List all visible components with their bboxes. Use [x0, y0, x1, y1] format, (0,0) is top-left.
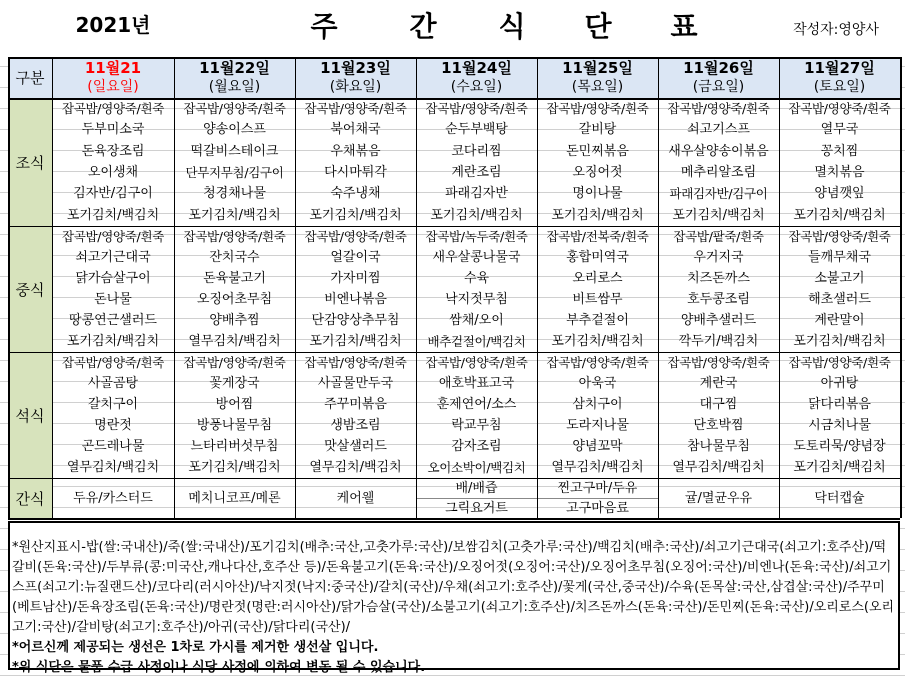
menu-item: 잡곡밥/영양죽/흰죽: [788, 101, 891, 117]
menu-item: 깍두기/백김치: [678, 334, 759, 349]
menu-item: 단호박찜: [693, 418, 744, 433]
table-border: [8, 98, 900, 100]
menu-item: 곤드레나물: [81, 439, 145, 454]
menu-item: 잡곡밥/영양죽/흰죽: [61, 101, 165, 117]
menu-item: 명이나물: [572, 186, 623, 202]
snack-item: 두유/카스터드: [73, 490, 153, 506]
table-border: [8, 352, 900, 353]
menu-item: 아욱국: [578, 376, 617, 391]
menu-item: 열무김치/백김치: [188, 334, 281, 349]
menu-item: 잡곡밥/영양죽/흰죽: [546, 355, 649, 370]
snack-item: 귤/멸균우유: [684, 490, 753, 506]
menu-item: 비트쌈무: [572, 292, 623, 307]
day-date: 11월21: [84, 58, 142, 77]
menu-item: 잡곡밥/영양죽/흰죽: [183, 229, 286, 244]
menu-item: 새우살양송이볶음: [668, 143, 769, 159]
day-date: 11월24일: [441, 58, 512, 77]
menu-item: 다시마튀각: [324, 165, 387, 181]
menu-item: 꽃게장국: [209, 376, 260, 391]
menu-item: 감자조림: [451, 439, 502, 454]
menu-item: 갈치구이: [87, 397, 139, 412]
snack-category: 간식: [15, 489, 45, 508]
day-weekday: (일요일): [87, 78, 139, 95]
snack-item: 찐고구마/두유: [557, 480, 638, 496]
table-border: [8, 478, 900, 479]
menu-item: 떡갈비스테이크: [190, 143, 279, 159]
year-label: 2021년: [75, 12, 151, 37]
menu-item: 포기김치/백김치: [551, 334, 644, 349]
menu-item: 느타리버섯무침: [190, 439, 279, 454]
menu-item: 돈나물: [94, 292, 132, 307]
menu-item: 생밤조림: [330, 418, 381, 433]
day-date: 11월26일: [683, 58, 754, 77]
title-char: 표: [670, 10, 698, 42]
table-border: [416, 57, 417, 518]
day-date: 11월25일: [562, 58, 633, 77]
day-weekday: (월요일): [208, 78, 261, 95]
table-border: [52, 57, 53, 518]
menu-item: 잡곡밥/영양죽/흰죽: [61, 355, 165, 370]
menu-item: 새우살콩나물국: [432, 250, 521, 265]
menu-item: 오이소박이/백김치: [427, 460, 526, 475]
menu-item: 포기김치/백김치: [309, 334, 402, 349]
day-date: 11월23일: [320, 58, 391, 77]
menu-item: 땅콩연근샐러드: [69, 313, 157, 328]
menu-item: 열무김치/백김치: [672, 460, 765, 475]
menu-item: 오이생채: [87, 165, 139, 181]
author-label: 작성자:영양사: [793, 22, 879, 38]
menu-item: 잡곡밥/영양죽/흰죽: [304, 101, 407, 117]
menu-item: 얼갈이국: [330, 250, 381, 265]
menu-item: 열무김치/백김치: [66, 460, 160, 475]
menu-item: 포기김치/백김치: [188, 460, 281, 475]
title-char: 간: [409, 10, 437, 42]
title-char: 식: [498, 10, 526, 42]
table-border: [900, 57, 902, 518]
menu-item: 두부미소국: [81, 122, 145, 138]
menu-item: 잔치국수: [209, 250, 260, 265]
snack-item: 배/배즙: [455, 480, 498, 496]
day-weekday: (수요일): [450, 78, 503, 95]
menu-item: 숙주냉채: [330, 186, 381, 202]
menu-item: 파래김자반: [445, 186, 508, 202]
snack-item: 닥터캡슐: [814, 490, 865, 506]
menu-item: 소불고기: [814, 271, 865, 286]
menu-item: 비엔나볶음: [324, 292, 387, 307]
menu-item: 가자미찜: [330, 271, 381, 286]
menu-item: 사골곰탕: [87, 376, 139, 391]
day-date: 11월22일: [199, 58, 270, 77]
menu-item: 열무국: [820, 122, 859, 138]
menu-item: 오리로스: [572, 271, 623, 286]
menu-item: 잡곡밥/전복죽/흰죽: [546, 229, 649, 244]
menu-item: 양배추샐러드: [680, 313, 757, 328]
menu-item: 오징어초무침: [196, 292, 273, 307]
table-border: [8, 518, 900, 520]
menu-item: 메추리알조림: [680, 165, 757, 181]
menu-item: 훈제연어/소스: [436, 397, 517, 412]
origin-note: *원산지표시-밥(쌀:국내산)/죽(쌀:국내산)/포기김치(배추:국산,고춧가루:국산)/보쌈김치(고춧가루:국산)/백김치(배추:국산)/쇠고기근대국(쇠고기:호주산)/떡갈비(돈육:국산)/두부류(콩:미국산,캐나다산,호주산 등)/돈육불고기(돈육:국산)/오징어젓(오징어:국산)/오징어초무침(오징어:국산)/비엔나(돈육:국산)/쇠고기스프(쇠고기:뉴질랜드산)/코다리(러시아산)/낙지젓(낙지:중국산)/갈치(국산)/우채(쇠고기:호주산)/꽃게(국산,중국산)/수육(돈목살:국산,삼겹살:국산)/주꾸미(베트남산)/돈육장조림(돈육:국산)/명란젓(명란:러시아산)/닭가슴살(국산)/소불고기(쇠고기:호주산)/치즈돈까스(돈육:국산)/돈민찌(돈육:국산)/오리로스(오리고기:국산)/갈비탕(쇠고기:호주산)/아귀(국산)/닭다리(국산)/: [12, 540, 895, 635]
menu-item: 들깨무채국: [808, 250, 871, 265]
menu-item: 주꾸미볶음: [324, 397, 387, 412]
menu-item: 양념꼬막: [572, 439, 623, 454]
origin-note: *어르신께 제공되는 생선은 1차로 가시를 제거한 생선살 입니다.: [12, 640, 379, 655]
menu-item: 아귀탕: [820, 376, 859, 391]
menu-item: 멸치볶음: [814, 165, 865, 181]
snack-item: 케어웰: [336, 490, 375, 506]
menu-item: 애호박표고국: [438, 376, 515, 391]
menu-item: 방어찜: [215, 397, 254, 412]
menu-item: 잡곡밥/영양죽/흰죽: [304, 355, 407, 370]
table-border: [779, 57, 780, 518]
meal-category: 조식: [15, 153, 45, 172]
title-char: 주: [310, 10, 338, 42]
menu-item: 잡곡밥/영양죽/흰죽: [546, 101, 649, 117]
menu-item: 수육: [463, 271, 490, 286]
menu-item: 포기김치/백김치: [793, 460, 886, 475]
menu-item: 잡곡밥/영양죽/흰죽: [425, 101, 528, 117]
menu-item: 오징어젓: [572, 165, 623, 181]
meal-category: 중식: [15, 280, 45, 299]
snack-divider: [537, 498, 658, 499]
menu-item: 잡곡밥/영양죽/흰죽: [61, 229, 165, 244]
snack-divider: [416, 498, 537, 499]
menu-item: 잡곡밥/영양죽/흰죽: [788, 355, 891, 370]
menu-item: 포기김치/백김치: [309, 207, 402, 223]
menu-item: 잡곡밥/녹두죽/흰죽: [425, 229, 528, 244]
menu-item: 잡곡밥/영양죽/흰죽: [425, 355, 528, 370]
menu-item: 쌈채/오이: [449, 313, 504, 328]
menu-item: 호두콩조림: [687, 292, 750, 307]
menu-item: 낙지젓무침: [445, 292, 508, 307]
menu-item: 양념깻잎: [814, 186, 865, 202]
menu-item: 락교무침: [451, 418, 502, 433]
menu-item: 포기김치/백김치: [793, 334, 886, 349]
day-weekday: (목요일): [571, 78, 624, 95]
title-char: 단: [584, 10, 612, 42]
menu-item: 삼치구이: [572, 397, 623, 412]
table-border: [295, 57, 296, 518]
menu-item: 코다리찜: [451, 143, 502, 159]
menu-item: 잡곡밥/팥죽/흰죽: [673, 229, 764, 244]
meal-category: 석식: [15, 406, 45, 425]
menu-item: 돈민찌볶음: [566, 143, 629, 159]
menu-item: 꽁치찜: [820, 143, 859, 159]
menu-item: 계란조림: [451, 165, 502, 181]
day-date: 11월27일: [804, 58, 875, 77]
snack-item: 그릭요거트: [445, 500, 508, 516]
menu-item: 단무지무침/김구이: [185, 165, 284, 181]
origin-note: *위 식단은 물품 수급 사정이나 식당 사정에 의하여 변동 될 수 있습니다.: [12, 660, 426, 675]
menu-item: 방풍나물무침: [196, 418, 273, 433]
menu-item: 잡곡밥/영양죽/흰죽: [183, 355, 286, 370]
menu-item: 포기김치/백김치: [430, 207, 523, 223]
menu-item: 부추겉절이: [566, 313, 629, 328]
menu-item: 배추겉절이/백김치: [427, 334, 526, 349]
menu-item: 포기김치/백김치: [66, 334, 160, 349]
menu-item: 우거지국: [693, 250, 744, 265]
menu-item: 포기김치/백김치: [672, 207, 765, 223]
menu-item: 돈육불고기: [203, 271, 266, 286]
menu-item: 맛살샐러드: [324, 439, 387, 454]
menu-item: 돈육장조림: [81, 143, 145, 159]
menu-item: 도라지나물: [566, 418, 629, 433]
menu-item: 도토리묵/양념장: [793, 439, 886, 454]
menu-item: 단감양상추무침: [311, 313, 400, 328]
table-border: [8, 57, 900, 59]
table-border: [174, 57, 175, 518]
menu-item: 쇠고기근대국: [75, 250, 151, 265]
menu-item: 홍합미역국: [566, 250, 629, 265]
menu-item: 열무김치/백김치: [551, 460, 644, 475]
menu-item: 해초샐러드: [808, 292, 871, 307]
menu-item: 시금치나물: [808, 418, 871, 433]
snack-item: 고구마음료: [566, 500, 629, 516]
menu-item: 순두부백탕: [445, 122, 508, 138]
table-border: [537, 57, 538, 518]
menu-item: 쇠고기스프: [687, 122, 750, 138]
menu-item: 포기김치/백김치: [551, 207, 644, 223]
menu-item: 참나물무침: [687, 439, 750, 454]
menu-item: 청경채나물: [203, 186, 266, 202]
menu-item: 잡곡밥/영양죽/흰죽: [183, 101, 286, 117]
menu-item: 사골물만두국: [317, 376, 394, 391]
menu-item: 파래김자반/김구이: [669, 186, 768, 202]
table-border: [8, 226, 900, 227]
day-weekday: (화요일): [329, 78, 382, 95]
menu-item: 우채볶음: [330, 143, 381, 159]
menu-item: 치즈돈까스: [687, 271, 750, 286]
menu-item: 김자반/김구이: [73, 186, 153, 202]
menu-item: 열무김치/백김치: [309, 460, 402, 475]
menu-item: 명란젓: [94, 418, 132, 433]
menu-item: 잡곡밥/영양죽/흰죽: [788, 229, 891, 244]
menu-item: 갈비탕: [578, 122, 617, 138]
menu-item: 양송이스프: [203, 122, 266, 138]
day-weekday: (토요일): [813, 78, 866, 95]
menu-item: 닭다리볶음: [808, 397, 871, 412]
table-border: [8, 57, 10, 518]
menu-item: 잡곡밥/영양죽/흰죽: [667, 355, 770, 370]
snack-item: 메치니코프/메론: [188, 490, 281, 506]
menu-item: 포기김치/백김치: [793, 207, 886, 223]
day-weekday: (금요일): [692, 78, 745, 95]
menu-item: 잡곡밥/영양죽/흰죽: [667, 101, 770, 117]
menu-item: 포기김치/백김치: [66, 207, 160, 223]
table-border: [658, 57, 659, 518]
menu-item: 닭가슴살구이: [75, 271, 151, 286]
menu-item: 양배추찜: [209, 313, 260, 328]
menu-item: 잡곡밥/영양죽/흰죽: [304, 229, 407, 244]
menu-item: 계란말이: [814, 313, 865, 328]
menu-item: 북어채국: [330, 122, 381, 138]
menu-item: 계란국: [699, 376, 738, 391]
corner-label: 구분: [15, 69, 45, 87]
menu-item: 대구찜: [699, 397, 738, 412]
menu-item: 포기김치/백김치: [188, 207, 281, 223]
